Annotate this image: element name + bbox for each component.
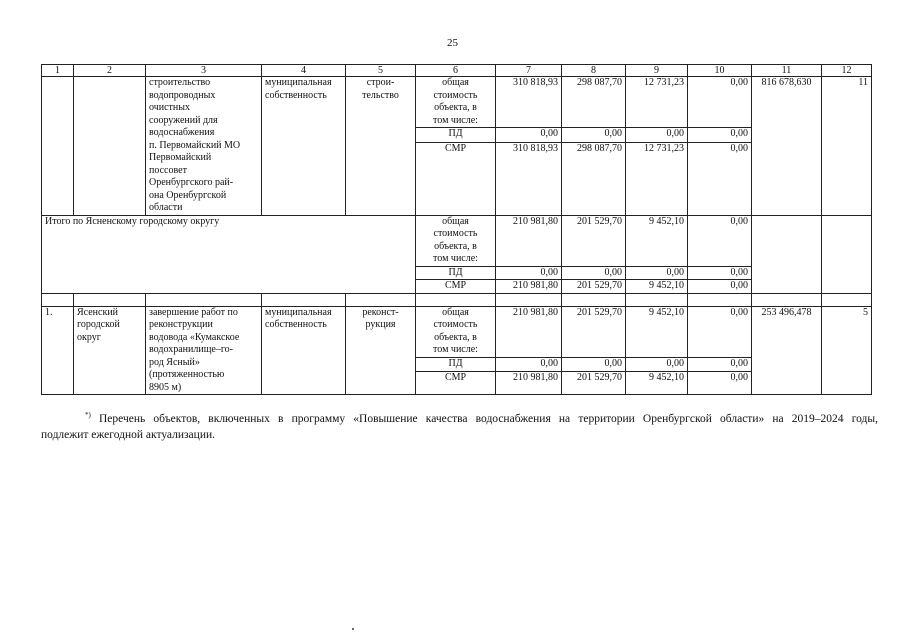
total-label-cell: Итого по Ясненскому городскому округу	[42, 215, 416, 293]
value-cell: 9 452,10	[626, 215, 688, 266]
value-cell: 0,00	[688, 306, 752, 357]
value-cell: 0,00	[626, 128, 688, 143]
col-header-11: 11	[752, 65, 822, 77]
total-cost-cell: 816 678,630	[752, 77, 822, 216]
table-row	[42, 215, 872, 266]
smr-label-cell: СМР	[416, 372, 496, 395]
value-cell: 12 731,23	[626, 77, 688, 128]
value-cell: 310 818,93	[496, 142, 562, 215]
value-cell: 0,00	[688, 77, 752, 128]
total-cost-cell: 253 496,478	[752, 306, 822, 395]
value-cell: 201 529,70	[562, 280, 626, 294]
table-row	[42, 293, 872, 306]
col-header-1: 1	[42, 65, 74, 77]
col-header-9: 9	[626, 65, 688, 77]
value-cell: 0,00	[562, 357, 626, 372]
ownership-cell: муниципальная собственность	[262, 306, 346, 395]
col-header-2: 2	[74, 65, 146, 77]
smr-label-cell: СМР	[416, 142, 496, 215]
column-12-cell: 5	[822, 306, 872, 395]
value-cell: 9 452,10	[626, 306, 688, 357]
empty-cell	[346, 293, 416, 306]
value-cell: 0,00	[626, 266, 688, 280]
smr-label-cell: СМР	[416, 280, 496, 294]
col-header-6: 6	[416, 65, 496, 77]
footnote-marker: *)	[85, 411, 91, 419]
value-cell: 210 981,80	[496, 215, 562, 266]
value-cell: 0,00	[626, 357, 688, 372]
district-cell: Ясенский городской округ	[74, 306, 146, 395]
object-name-cell: завершение работ по реконструкции водовода «Кумакское водохранилище–го- род Ясный» (протяженностью 8905 м)	[146, 306, 262, 395]
value-cell: 0,00	[688, 357, 752, 372]
pd-label-cell: ПД	[416, 266, 496, 280]
value-cell: 0,00	[496, 128, 562, 143]
value-cell: 210 981,80	[496, 372, 562, 395]
empty-cell	[626, 293, 688, 306]
district-cell	[74, 77, 146, 216]
table-row	[42, 77, 872, 128]
empty-cell	[146, 293, 262, 306]
table-row	[42, 306, 872, 357]
value-cell: 210 981,80	[496, 280, 562, 294]
empty-cell	[752, 215, 822, 293]
object-list-table	[41, 64, 872, 395]
col-header-3: 3	[146, 65, 262, 77]
value-cell: 310 818,93	[496, 77, 562, 128]
column-12-cell: 11	[822, 77, 872, 216]
cost-label-cell: общая стоимость объекта, в том числе:	[416, 77, 496, 128]
page-number: 25	[447, 37, 458, 49]
value-cell: 0,00	[562, 128, 626, 143]
value-cell: 12 731,23	[626, 142, 688, 215]
col-header-5: 5	[346, 65, 416, 77]
value-cell: 201 529,70	[562, 306, 626, 357]
footnote	[41, 407, 878, 443]
col-header-7: 7	[496, 65, 562, 77]
row-number-cell	[42, 77, 74, 216]
value-cell: 9 452,10	[626, 280, 688, 294]
value-cell: 0,00	[688, 128, 752, 143]
value-cell: 0,00	[496, 357, 562, 372]
col-header-10: 10	[688, 65, 752, 77]
empty-cell	[562, 293, 626, 306]
col-header-4: 4	[262, 65, 346, 77]
pd-label-cell: ПД	[416, 357, 496, 372]
empty-cell	[42, 293, 74, 306]
col-header-8: 8	[562, 65, 626, 77]
empty-cell	[416, 293, 496, 306]
value-cell: 298 087,70	[562, 77, 626, 128]
value-cell: 0,00	[562, 266, 626, 280]
footnote-line-2: подлежит ежегодной актуализации.	[41, 428, 215, 441]
value-cell: 9 452,10	[626, 372, 688, 395]
value-cell: 201 529,70	[562, 215, 626, 266]
ownership-cell: муниципальная собственность	[262, 77, 346, 216]
object-name-cell: строительство водопроводных очистных сооружений для водоснабжения п. Первомайский МО Первомайский поссовет Оренбургского рай- она Оренбургской области	[146, 77, 262, 216]
scan-dot-mark	[352, 628, 354, 630]
empty-cell	[262, 293, 346, 306]
pd-label-cell: ПД	[416, 128, 496, 143]
work-type-cell: строи- тельство	[346, 77, 416, 216]
value-cell: 0,00	[688, 266, 752, 280]
value-cell: 0,00	[688, 372, 752, 395]
work-type-cell: реконст- рукция	[346, 306, 416, 395]
value-cell: 0,00	[496, 266, 562, 280]
empty-cell	[822, 293, 872, 306]
footnote-line-1	[41, 407, 878, 427]
row-number-cell: 1.	[42, 306, 74, 395]
cost-label-cell: общая стоимость объекта, в том числе:	[416, 215, 496, 266]
footnote-text-1: Перечень объектов, включенных в программу «Повышение качества водоснабжения на территории Оренбургской области» на 2019–2024 годы,	[99, 412, 878, 425]
cost-label-cell: общая стоимость объекта, в том числе:	[416, 306, 496, 357]
value-cell: 0,00	[688, 280, 752, 294]
col-header-12: 12	[822, 65, 872, 77]
empty-cell	[752, 293, 822, 306]
empty-cell	[688, 293, 752, 306]
value-cell: 201 529,70	[562, 372, 626, 395]
value-cell: 0,00	[688, 142, 752, 215]
value-cell: 210 981,80	[496, 306, 562, 357]
empty-cell	[822, 215, 872, 293]
empty-cell	[74, 293, 146, 306]
empty-cell	[496, 293, 562, 306]
column-numbers-row	[42, 65, 872, 77]
value-cell: 0,00	[688, 215, 752, 266]
value-cell: 298 087,70	[562, 142, 626, 215]
